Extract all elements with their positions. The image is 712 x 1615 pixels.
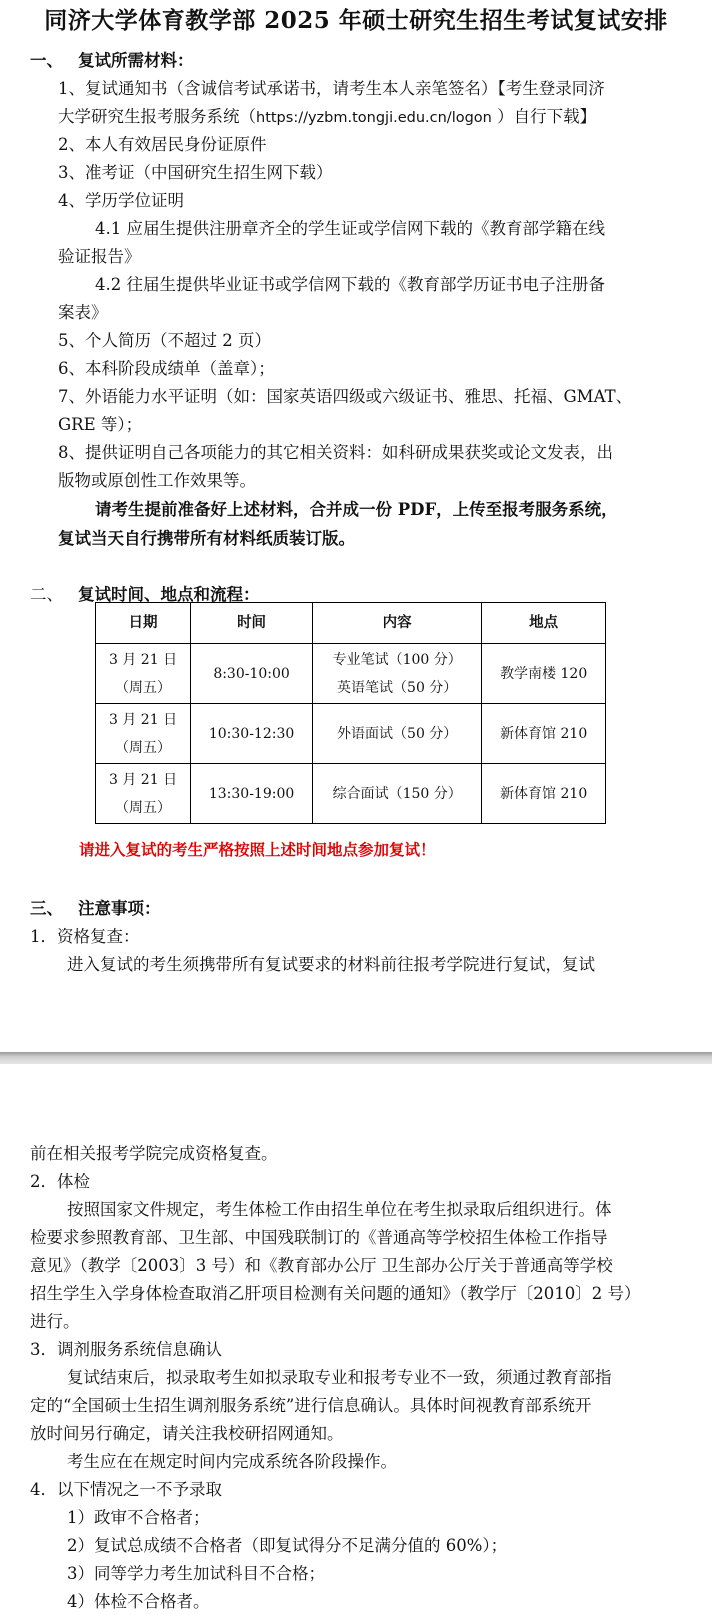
material-item-4-1-cont: 验证报告》 bbox=[58, 247, 141, 266]
note-3-text-d: 考生应在在规定时间内完成系统各阶段操作。 bbox=[67, 1452, 397, 1471]
page-separator bbox=[0, 1052, 712, 1064]
note-2-text-a: 按照国家文件规定，考生体检工作由招生单位在考生拟录取后组织进行。体 bbox=[67, 1200, 612, 1219]
section1-heading: 复试所需材料： bbox=[78, 51, 194, 70]
content-cell: 综合面试（150 分） bbox=[313, 764, 482, 824]
note-4-item-4: 4）体检不合格者。 bbox=[67, 1592, 210, 1611]
note-3-text-b: 定的“全国硕士生招生调剂服务系统”进行信息确认。具体时间视教育部系统开 bbox=[30, 1396, 592, 1415]
note-3-title: 3．调剂服务系统信息确认 bbox=[30, 1340, 222, 1359]
table-row bbox=[96, 704, 606, 764]
material-note: 请考生提前准备好上述材料，合并成一份 PDF，上传至报考服务系统， bbox=[95, 500, 618, 519]
material-item-5: 5、个人简历（不超过 2 页） bbox=[58, 331, 271, 350]
note-3-text-c: 放时间另行确定，请关注我校研招网通知。 bbox=[30, 1424, 344, 1443]
note-2-text-c: 意见》（教学〔2003〕3 号）和《教育部办公厅 卫生部办公厅关于普通高等学校 bbox=[30, 1256, 613, 1275]
note-4-title: 4．以下情况之一不予录取 bbox=[30, 1480, 222, 1499]
date-cell: 3 月 21 日 （周五） bbox=[96, 644, 191, 704]
material-item-4: 4、学历学位证明 bbox=[58, 191, 184, 210]
note-2-text-b: 检要求参照教育部、卫生部、中国残联制订的《普通高等学校招生体检工作指导 bbox=[30, 1228, 608, 1247]
material-item-7-cont: GRE 等）； bbox=[58, 415, 143, 434]
column-header-date: 日期 bbox=[96, 603, 191, 644]
note-2-text-e: 进行。 bbox=[30, 1312, 80, 1331]
document-title: 同济大学体育教学部 2025 年硕士研究生招生考试复试安排 bbox=[44, 7, 668, 34]
table-header-row bbox=[96, 603, 606, 644]
table-row bbox=[96, 764, 606, 824]
material-item-3: 3、准考证（中国研究生招生网下载） bbox=[58, 163, 333, 182]
time-cell: 8:30-10:00 bbox=[191, 644, 313, 704]
material-item-4-2: 4.2 往届生提供毕业证书或学信网下载的《教育部学历证书电子注册备 bbox=[95, 275, 605, 294]
note-4-item-3: 3）同等学力考生加试科目不合格； bbox=[67, 1564, 325, 1583]
note-2-title: 2．体检 bbox=[30, 1172, 90, 1191]
time-cell: 13:30-19:00 bbox=[191, 764, 313, 824]
material-item-6: 6、本科阶段成绩单（盖章）； bbox=[58, 359, 275, 378]
table-row bbox=[96, 644, 606, 704]
section1-number: 一、 bbox=[30, 51, 63, 70]
place-cell: 教学南楼 120 bbox=[482, 644, 606, 704]
material-note-cont: 复试当天自行携带所有材料纸质装订版。 bbox=[58, 529, 355, 548]
section2-heading: 复试时间、地点和流程： bbox=[78, 585, 260, 604]
material-item-8: 8、提供证明自己各项能力的其它相关资料：如科研成果获奖或论文发表，出 bbox=[58, 443, 613, 462]
note-1-text: 进入复试的考生须携带所有复试要求的材料前往报考学院进行复试，复试 bbox=[67, 955, 595, 974]
date-cell: 3 月 21 日 （周五） bbox=[96, 704, 191, 764]
place-cell: 新体育馆 210 bbox=[482, 704, 606, 764]
date-cell: 3 月 21 日 （周五） bbox=[96, 764, 191, 824]
schedule-warning: 请进入复试的考生严格按照上述时间地点参加复试！ bbox=[79, 841, 436, 859]
note-1-text-cont: 前在相关报考学院完成资格复查。 bbox=[30, 1144, 278, 1163]
material-item-1: 1、复试通知书（含诚信考试承诺书，请考生本人亲笔签名）【考生登录同济 bbox=[58, 79, 605, 98]
time-cell: 10:30-12:30 bbox=[191, 704, 313, 764]
note-1-title: 1．资格复查： bbox=[30, 927, 140, 946]
section3-number: 三、 bbox=[30, 899, 63, 918]
note-3-text-a: 复试结束后，拟录取考生如拟录取专业和报考专业不一致，须通过教育部指 bbox=[67, 1368, 612, 1387]
material-item-7: 7、外语能力水平证明（如：国家英语四级或六级证书、雅思、托福、GMAT、 bbox=[58, 387, 633, 406]
column-header-content: 内容 bbox=[313, 603, 482, 644]
note-4-item-2: 2）复试总成绩不合格者（即复试得分不足满分值的 60%）； bbox=[67, 1536, 508, 1555]
column-header-time: 时间 bbox=[191, 603, 313, 644]
material-item-8-cont: 版物或原创性工作效果等。 bbox=[58, 471, 256, 490]
material-item-4-1: 4.1 应届生提供注册章齐全的学生证或学信网下载的《教育部学籍在线 bbox=[95, 219, 605, 238]
material-item-4-2-cont: 案表》 bbox=[58, 303, 108, 322]
column-header-place: 地点 bbox=[482, 603, 606, 644]
service-system-link[interactable]: https://yzbm.tongji.edu.cn/logon bbox=[256, 110, 492, 126]
section3-heading: 注意事项： bbox=[78, 899, 161, 918]
content-cell: 专业笔试（100 分） 英语笔试（50 分） bbox=[313, 644, 482, 704]
note-2-text-d: 招生学生入学身体检查取消乙肝项目检测有关问题的通知》（教学厅〔2010〕2 号） bbox=[30, 1284, 641, 1303]
material-item-1-cont: 大学研究生报考服务系统（https://yzbm.tongji.edu.cn/logon ）自行下载】 bbox=[58, 107, 597, 126]
schedule-table bbox=[95, 602, 606, 824]
section2-number: 二、 bbox=[30, 585, 63, 604]
material-item-2: 2、本人有效居民身份证原件 bbox=[58, 135, 267, 154]
note-4-item-1: 1）政审不合格者； bbox=[67, 1508, 210, 1527]
place-cell: 新体育馆 210 bbox=[482, 764, 606, 824]
content-cell: 外语面试（50 分） bbox=[313, 704, 482, 764]
